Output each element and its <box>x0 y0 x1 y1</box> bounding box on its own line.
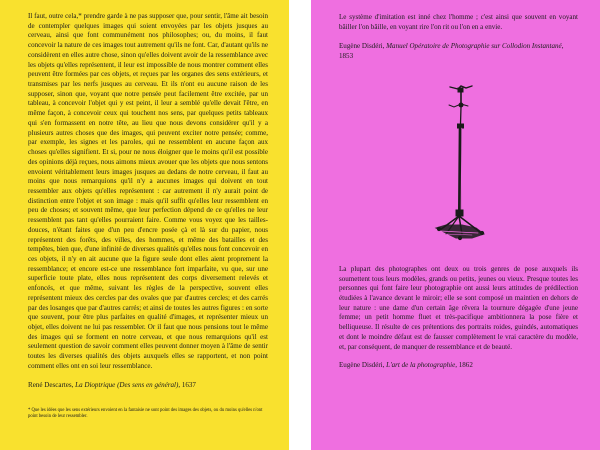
footnote: * Que les idées que les sens extérieurs envoient en la fantaisie ne sont point des images des objets, ou du moins qu'elles n'ont point besoin de leur ressembler. <box>28 408 263 420</box>
citation-subtitle: (Des sens en général) <box>117 380 179 389</box>
disderi-intro-quote: Le système d'imitation est inné chez l'homme ; c'est ainsi que souvent en voyant bâiller l'on bâille, en voyant rire l'on rit ou l'on en a envie. <box>339 13 578 31</box>
citation-author: Eugène Disdéri, <box>339 361 387 370</box>
citation-title: Manuel Opératoire de Photographie sur Collodion Instantané <box>386 42 562 51</box>
left-page <box>0 0 289 450</box>
posing-stand-illustration <box>432 82 492 242</box>
disderi-pose-quote: La plupart des photographes ont deux ou trois genres de pose auxquels ils soumettent tous leurs modèles, grands ou petits, jeunes ou vieux. Presque toutes les personnes qui font faire leur photographie ont aussi leurs attitudes de prédilection étudiées à l'avance devant le miroir; elle se sont composé un maintien en dehors de leur nature : une dame d'un certain âge rêvera la tournure dégagée d'une jeune femme; un petit homme fluet et très-pacifique ambitionnera la pose fière et belliqueuse. Il résulte de ces prétentions des portraits roides, guindés, automatiques et dont le moindre défaut est de fausser complètement le vrai caractère du modèle, et, par conséquent, de manquer de ressemblance et de beauté. <box>339 264 578 351</box>
citation-author: Eugène Disdéri, <box>339 42 387 51</box>
citation-year: , 1637 <box>178 380 196 389</box>
citation-title: L'art de la photographie <box>386 361 456 370</box>
right-page <box>311 0 600 450</box>
citation-year: , 1853 <box>339 42 564 61</box>
disderi-citation-1853 <box>339 42 578 61</box>
citation-year: , 1862 <box>455 361 473 370</box>
descartes-quote: Il faut, outre cela,* prendre garde à ne pas supposer que, pour sentir, l'âme ait besoin de contempler quelques images qui soient envoyées par les objets jusques au cerveau, ainsi que font communément nos philosophes; ou, du moins, il faut concevoir la nature de ces images tout autrement qu'ils ne font. Car, d'autant qu'ils ne considèrent en elles autre chose, sinon qu'elles doivent avoir de la ressemblance avec les objets qu'elles représentent, il leur est impossible de nous montrer comment elles peuvent être formées par ces objets, et reçues par les organes des sens extérieurs, et transmises par les nerfs jusques au cerveau. Et ils n'ont eu aucune raison de les supposer, sinon que, voyant que notre pensée peut facilement être excitée, par un tableau, à concevoir l'objet qui y est peint, il leur a semblé qu'elle devait l'être, en même façon, à concevoir ceux qui touchent nos sens, par quelques petits tableaux qui s'en formassent en notre tête, au lieu que nous devons considérer qu'il y a plusieurs autres choses que des images, qui peuvent exciter notre pensée; comme, par exemple, les signes et les paroles, qui ne ressemblent en aucune façon aux choses qu'elles signifient. Et si, pour ne nous éloigner que le moins qu'il est possible des opinions déjà reçues, nous aimons mieux avouer que les objets que nous sentons envoient véritablement leurs images jusques au dedans de notre cerveau, il faut au moins que nous remarquions qu'il n'y a aucunes images qui doivent en tout ressembler aux objets qu'elles représentent : car autrement il n'y aurait point de distinction entre l'objet et son image : mais qu'il suffit qu'elles leur ressemblent en peu de choses; et souvent même, que leur perfection dépend de ce qu'elles ne leur ressemblent pas tant qu'elles pourraient faire. Comme vous voyez que les tailles-douces, n'étant faites que d'un peu d'encre posée çà et là sur du papier, nous représentent des forêts, des villes, des hommes, et même des batailles et des tempêtes, bien que, d'une infinité de diverses qualités qu'elles nous font concevoir en ces objets, il n'y en ait aucune que la figure seule dont elles aient proprement la ressemblance; et encore est-ce une ressemblance fort imparfaite, vu que, sur une superficie toute plate, elles nous représentent des corps diversement relevés et enfoncés, et que même, suivant les règles de la perspective, souvent elles représentent mieux des cercles par des ovales que par d'autres cercles; et des carrés par des losanges que par d'autres carrés; et ainsi de toutes les autres figures : en sorte que souvent, pour être plus parfaites en qualité d'images, et représenter mieux un objet, elles doivent ne lui pas ressembler. Or il faut que nous pensions tout le même des images qui se forment en notre cerveau, et que nous remarquions qu'il est seulement question de savoir comment elles peuvent donner moyen à l'âme de sentir toutes les diverses qualités des objets auxquels elles se rapportent, et non point comment elles ont en soi leur ressemblance. <box>28 12 268 370</box>
descartes-citation <box>28 381 268 391</box>
citation-author: René Descartes, <box>28 380 76 389</box>
disderi-citation-1862 <box>339 361 578 371</box>
page-gutter <box>289 0 311 450</box>
citation-title: La Dioptrique <box>75 380 116 389</box>
